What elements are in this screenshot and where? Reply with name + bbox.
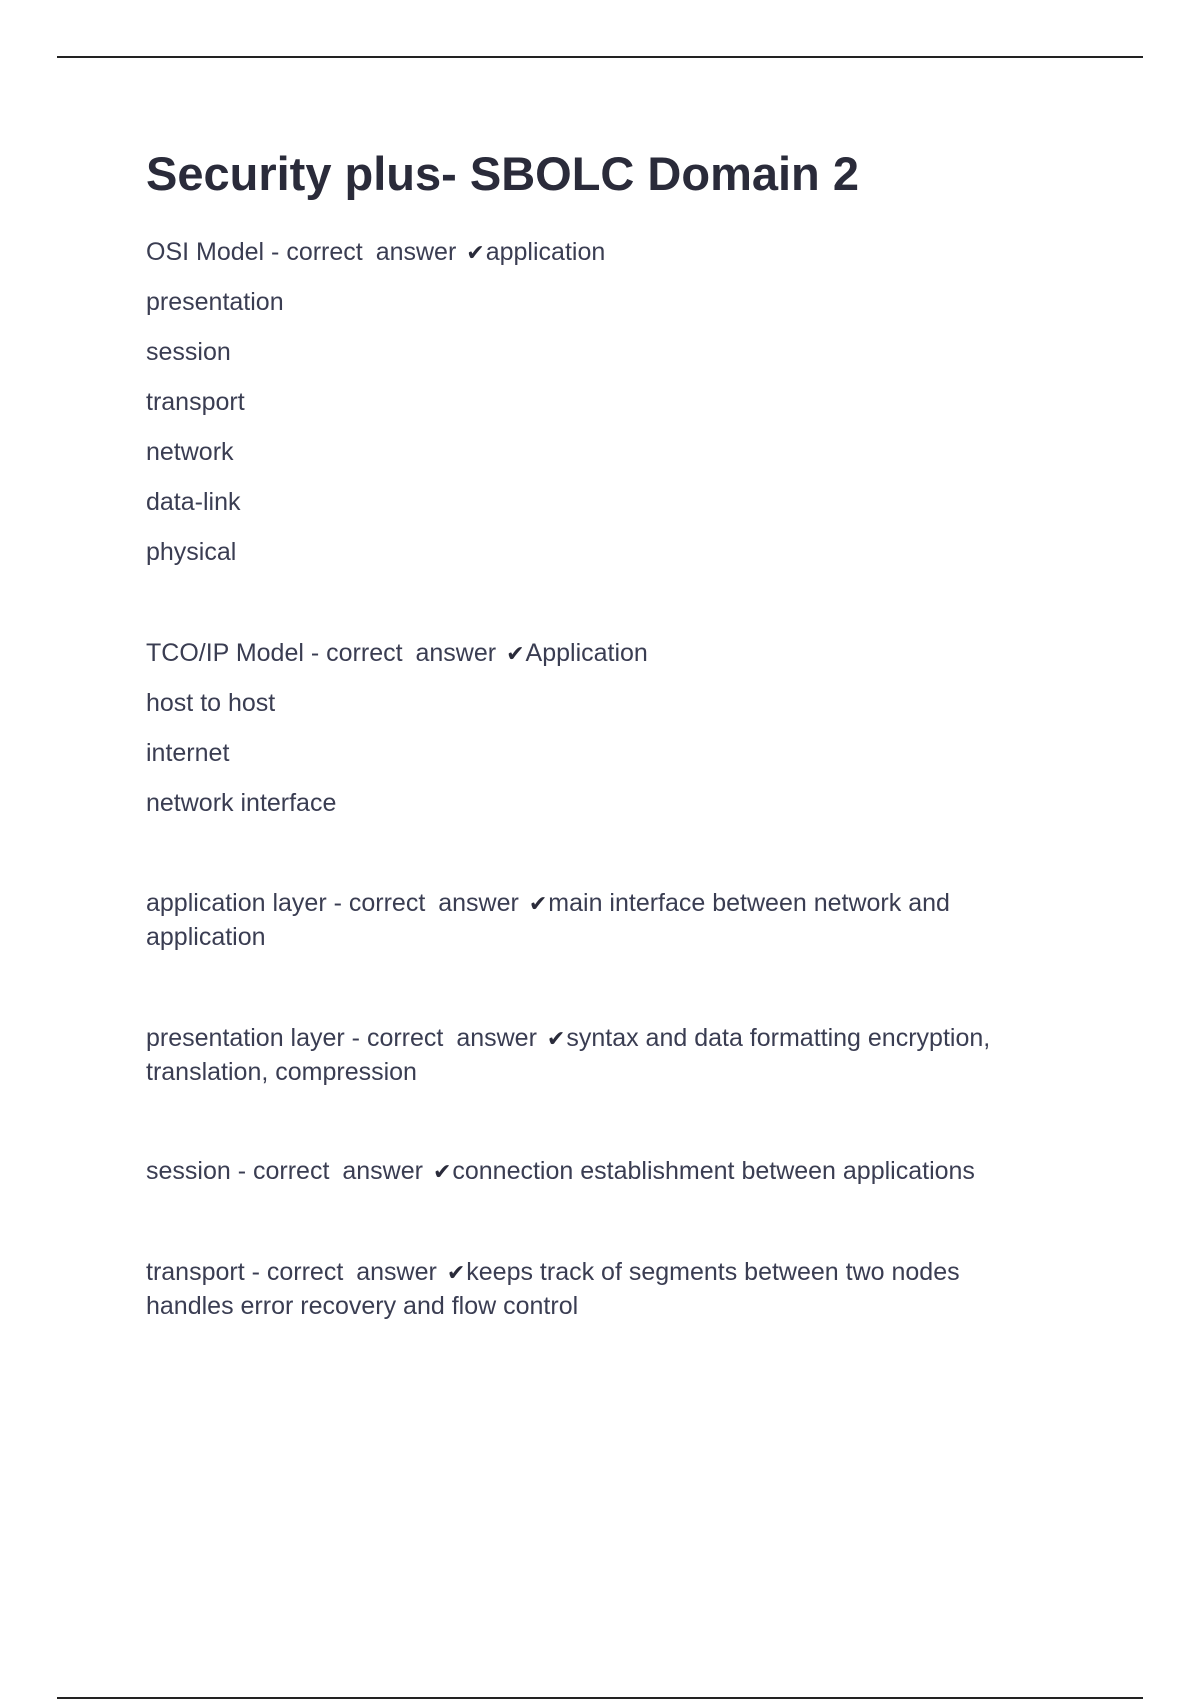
- flashcard-answer: syntax and data formatting encryption,: [566, 1024, 991, 1052]
- flashcard-presentation-layer: [146, 1021, 1086, 1089]
- answer-label: answer: [342, 1157, 423, 1185]
- flashcard-question-line: [146, 1154, 1086, 1188]
- flashcard-question-line: [146, 235, 1086, 269]
- flashcard-answer: Application: [525, 639, 648, 667]
- flashcard-osi-model: [146, 235, 1086, 569]
- answer-label: answer: [438, 889, 519, 917]
- document-title: Security plus- SBOLC Domain 2: [146, 147, 859, 200]
- flashcard-term: transport - correct: [146, 1258, 344, 1286]
- check-mark-icon: ✔: [546, 1027, 566, 1052]
- flashcard-term: session - correct: [146, 1157, 330, 1185]
- check-mark-icon: ✔: [432, 1160, 452, 1185]
- answer-label: answer: [375, 238, 457, 266]
- answer-line: internet: [146, 739, 230, 767]
- flashcard-application-layer: [146, 886, 1086, 954]
- flashcard-term: presentation layer - correct: [146, 1024, 444, 1052]
- answer-line-wrap: application: [146, 923, 266, 951]
- answer-label: answer: [356, 1258, 437, 1286]
- answer-label: answer: [415, 639, 497, 667]
- flashcard-answer: application: [485, 238, 606, 266]
- flashcard-transport: [146, 1255, 1086, 1323]
- flashcard-answer: keeps track of segments between two nodes: [466, 1258, 960, 1286]
- flashcard-question-line: [146, 1021, 1086, 1055]
- flashcard-answer: connection establishment between applications: [452, 1157, 975, 1185]
- flashcard-session: [146, 1154, 1086, 1188]
- flashcard-question-line: [146, 886, 1086, 920]
- check-mark-icon: ✔: [528, 892, 548, 917]
- check-mark-icon: ✔: [506, 642, 525, 667]
- answer-line-wrap: translation, compression: [146, 1058, 417, 1086]
- answer-line: transport: [146, 388, 245, 416]
- answer-line: physical: [146, 538, 237, 566]
- bottom-rule: [57, 1697, 1143, 1699]
- answer-line: host to host: [146, 689, 276, 717]
- answer-label: answer: [456, 1024, 537, 1052]
- answer-line: session: [146, 338, 231, 366]
- flashcard-question-line: [146, 636, 1086, 670]
- answer-line-wrap: handles error recovery and flow control: [146, 1292, 579, 1320]
- top-rule: [57, 56, 1143, 58]
- document-body: [146, 140, 1086, 1323]
- check-mark-icon: ✔: [466, 241, 485, 266]
- answer-line: presentation: [146, 288, 284, 316]
- answer-line: network interface: [146, 789, 337, 817]
- flashcard-tcpip-model: [146, 636, 1086, 820]
- check-mark-icon: ✔: [446, 1261, 466, 1286]
- answer-line: network: [146, 438, 234, 466]
- flashcard-answer: main interface between network and: [548, 889, 950, 917]
- flashcard-term: OSI Model - correct: [146, 238, 363, 266]
- flashcard-question-line: [146, 1255, 1086, 1289]
- flashcard-term: TCO/IP Model - correct: [146, 639, 403, 667]
- flashcard-term: application layer - correct: [146, 889, 426, 917]
- answer-line: data-link: [146, 488, 241, 516]
